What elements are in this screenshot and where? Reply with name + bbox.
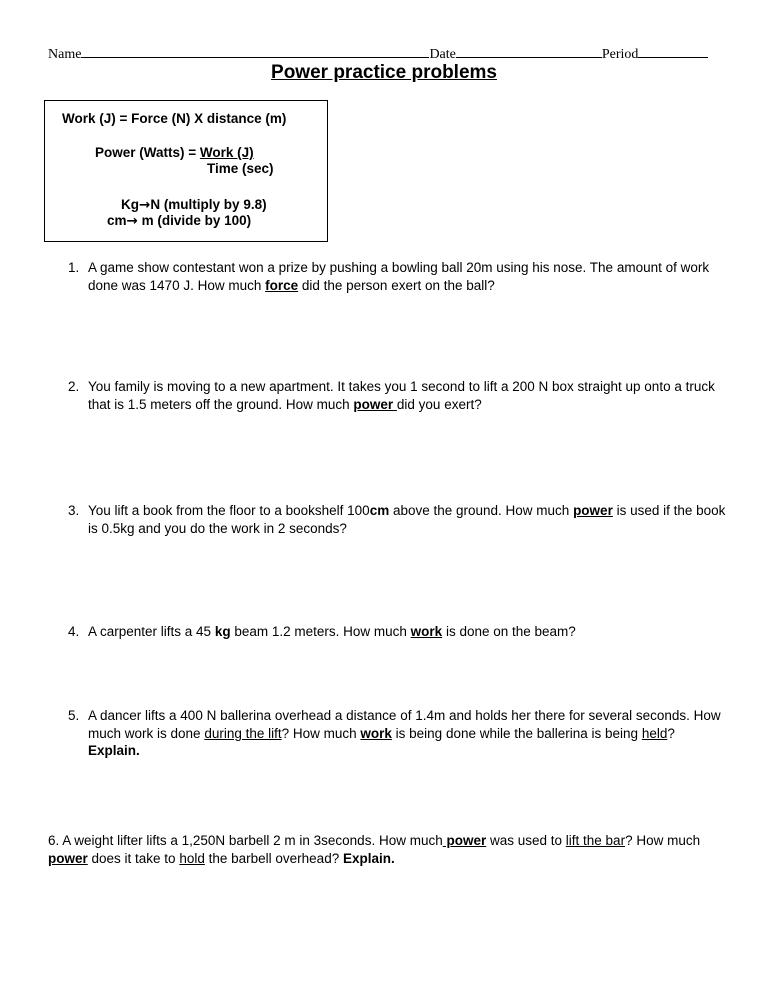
keyword-power: power [573, 503, 613, 518]
date-label: Date [429, 47, 456, 62]
name-blank [81, 44, 429, 58]
explain-prompt: Explain. [88, 743, 140, 758]
kg-unit: Kg [121, 197, 139, 212]
power-formula-numerator: Work (J) [199, 145, 254, 160]
phrase-lift-the-bar: lift the bar [565, 833, 626, 848]
problem-2 [68, 378, 728, 413]
keyword-work: work [410, 624, 443, 639]
power-formula-denominator: Time (sec) [207, 161, 274, 176]
formula-box [44, 100, 328, 242]
problem-number: 6. [48, 833, 60, 848]
problem-5 [68, 707, 728, 760]
problem-number: 1. [68, 260, 80, 275]
kg-to-n-conversion [121, 197, 267, 213]
problem-1 [68, 259, 728, 294]
cm-to-m-rule: m (divide by 100) [137, 213, 252, 228]
problem-text: A carpenter lifts a 45 kg beam 1.2 meters. How much work is done on the beam? [88, 624, 576, 639]
keyword-power: power [353, 396, 397, 412]
problem-text: You family is moving to a new apartment. It takes you 1 second to lift a 200 N box straight up onto a truck that is 1.5 meters off the ground. How much power did you exert? [88, 379, 715, 412]
arrow-right-icon: → [139, 197, 151, 213]
cm-unit: cm [107, 213, 127, 228]
keyword-force: force [265, 277, 299, 293]
keyword-work: work [360, 725, 392, 741]
problem-text: A game show contestant won a prize by pushing a bowling ball 20m using his nose. The amount of work done was 1470 J. How much force did the person exert on the ball? [88, 260, 710, 293]
problem-text: A dancer lifts a 400 N ballerina overhead a distance of 1.4m and holds her there for several seconds. How much work is done during the lift? How much work is being done while the ballerina is being held? Explain. [88, 708, 721, 758]
problem-number: 5. [68, 708, 80, 723]
problem-number: 3. [68, 503, 80, 518]
unit-cm: cm [369, 503, 390, 518]
problem-6: 6. A weight lifter lifts a 1,250N barbell 2 m in 3seconds. How much power was used to lift the bar? How much power does it take to hold the barbell overhead? Explain. [48, 833, 701, 866]
problem-3 [68, 502, 728, 537]
keyword-power: power [442, 833, 487, 848]
period-blank [638, 44, 708, 58]
arrow-right-icon: → [126, 213, 138, 229]
work-formula: Work (J) = Force (N) X distance (m) [62, 111, 287, 126]
problem-text: You lift a book from the floor to a bookshelf 100cm above the ground. How much power is used if the book is 0.5kg and you do the work in 2 seconds? [88, 503, 726, 536]
unit-kg: kg [214, 624, 231, 639]
power-formula [95, 145, 254, 160]
cm-to-m-conversion [107, 213, 251, 229]
problem-number: 4. [68, 624, 80, 639]
name-label: Name [48, 47, 82, 62]
student-info-header [48, 44, 720, 63]
page-title: Power practice problems [271, 62, 497, 83]
period-label: Period [601, 47, 639, 62]
kg-to-n-rule: N (multiply by 9.8) [150, 197, 267, 212]
phrase-during-the-lift: during the lift [204, 725, 282, 741]
word-hold: hold [179, 850, 205, 866]
power-formula-prefix: Power (Watts) = [95, 145, 200, 160]
explain-prompt: Explain. [342, 850, 395, 866]
problem-number: 2. [68, 379, 80, 394]
problem-4 [68, 623, 728, 641]
date-blank [456, 44, 602, 58]
word-held: held [641, 725, 668, 741]
keyword-power: power [48, 850, 88, 866]
